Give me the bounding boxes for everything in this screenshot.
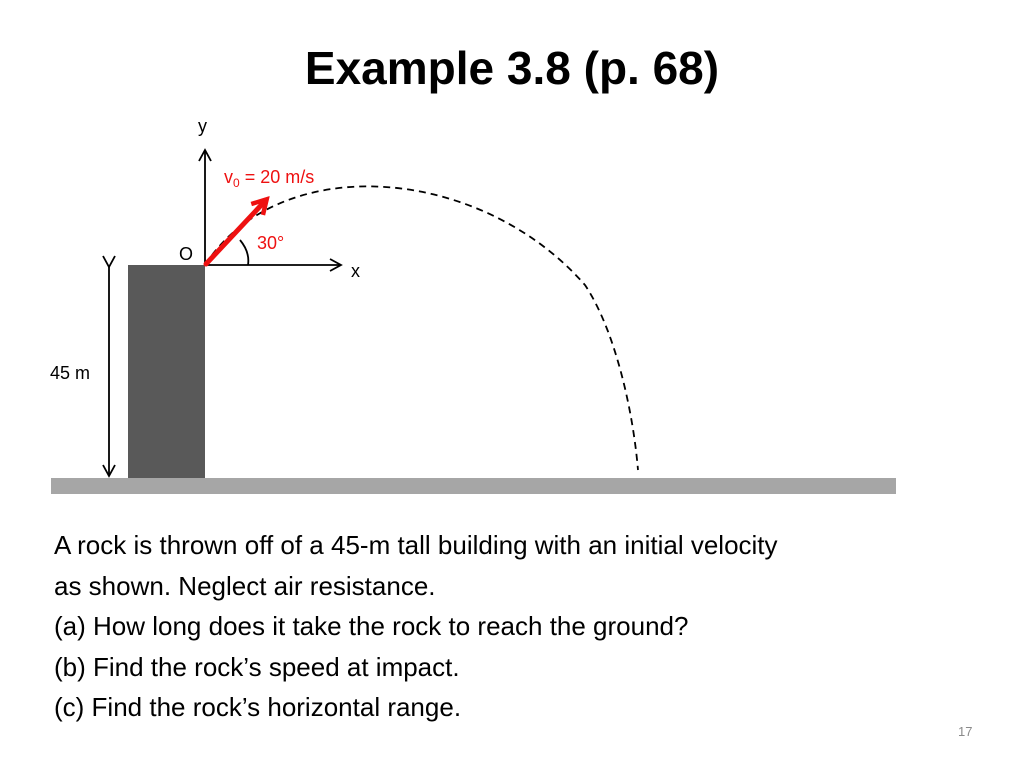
page-number: 17 [958,724,973,739]
y-axis-label: y [198,116,207,136]
problem-line: (c) Find the rock’s horizontal range. [54,692,462,722]
problem-line: (b) Find the rock’s speed at impact. [54,651,460,682]
slide-title: Example 3.8 (p. 68) [304,42,720,94]
problem-line: as shown. Neglect air resistance. [54,570,436,601]
problem-text [54,525,994,728]
x-axis-label: x [351,261,360,281]
problem-line: (a) How long does it take the rock to reach the ground? [54,611,689,641]
ground-bar [51,478,896,494]
building [128,265,205,478]
angle-label: 30° [257,233,285,253]
problem-line: A rock is thrown off of a 45-m tall building with an initial velocity [54,530,778,560]
velocity-label [224,167,314,190]
trajectory-path [205,186,638,470]
velocity-value: = 20 m/s [239,167,315,187]
velocity-symbol: v [224,167,233,187]
height-label: 45 m [50,363,91,383]
velocity-vector-arrow [206,200,266,264]
origin-label: O [179,244,194,264]
velocity-subscript: 0 [233,176,240,190]
angle-arc [240,240,248,265]
